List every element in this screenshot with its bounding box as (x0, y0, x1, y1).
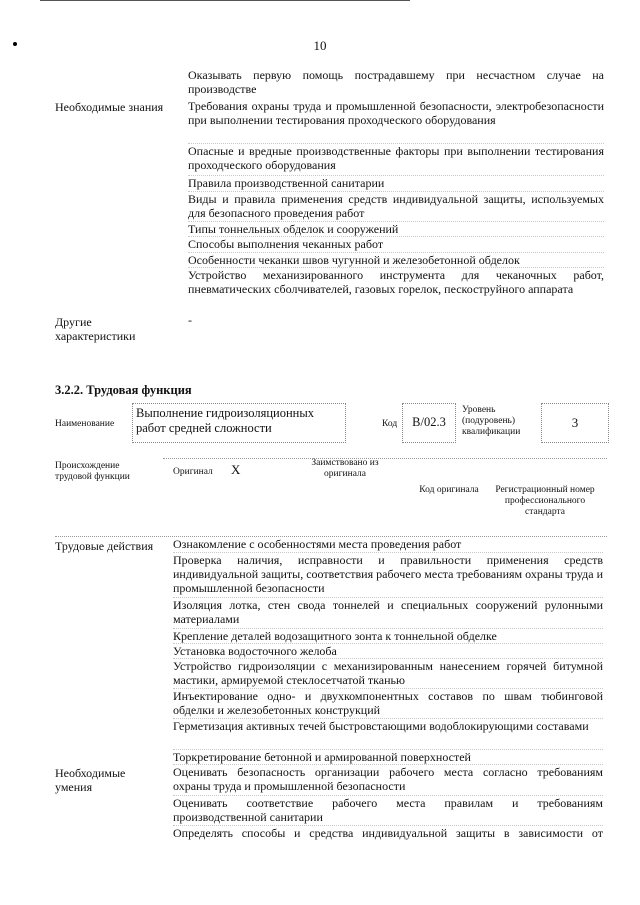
knowledge-item: Устройство механизированного инструмента для чеканочных работ, пневматических сболчивателей, газовых горелок, пескоструйного аппарата (188, 268, 604, 296)
function-name: Выполнение гидроизоляционных работ средней сложности (136, 406, 314, 435)
section-title: 3.2.2. Трудовая функция (55, 383, 192, 397)
borrowed-label: Заимствовано из оригинала (311, 458, 379, 479)
knowledge-item: Особенности чеканки швов чугунной и железобетонной обделок (188, 252, 604, 267)
page-number: 10 (313, 38, 327, 53)
scan-edge-line (40, 0, 410, 2)
code-label: Код (382, 419, 398, 429)
action-item: Изоляция лотка, стен свода тоннелей и специальных сооружений рулонными материалами (173, 598, 603, 626)
original-code-label: Код оригинала (419, 485, 479, 495)
registration-number-label: Регистрационный номер профессионального стандарта (495, 485, 595, 517)
code-value: B/02.3 (412, 415, 446, 429)
knowledge-label: Необходимые знания (55, 100, 164, 114)
skill-item: Определять способы и средства индивидуальной защиты в зависимости от (173, 826, 603, 840)
knowledge-item: Виды и правила применения средств индивидуальной защиты, используемых для безопасного проведения работ (188, 192, 604, 220)
original-label: Оригинал (173, 467, 213, 477)
other-characteristics-label: Другие характеристики (55, 315, 136, 343)
skills-label: Необходимые умения (55, 766, 126, 794)
knowledge-item: Требования охраны труда и промышленной безопасности, электробезопасности при выполнении тестирования проходческого оборудования (188, 99, 604, 127)
action-item: Устройство гидроизоляции с механизированным нанесением горячей битумной мастики, армируемой стеклосетчатой тканью (173, 659, 603, 687)
skill-item: Оценивать соответствие рабочего места правилам и требованиям производственной санитарии (173, 796, 603, 824)
action-item: Ознакомление с особенностями места проведения работ (173, 537, 462, 551)
original-mark: X (231, 462, 241, 477)
action-item: Крепление деталей водозащитного зонта к тоннельной обделке (173, 628, 603, 643)
other-characteristics-value: - (188, 313, 192, 327)
origin-label: Происхождение трудовой функции (55, 461, 130, 482)
origin-divider (163, 458, 607, 460)
skill-item: Оценивать безопасность организации рабочего места согласно требованиям охраны труда и промышленной безопасности (173, 765, 603, 793)
actions-label: Трудовые действия (55, 539, 154, 553)
knowledge-item: Способы выполнения чеканных работ (188, 236, 604, 251)
knowledge-item: Правила производственной санитарии (188, 175, 604, 190)
action-item: Установка водосточного желоба (173, 643, 603, 658)
action-item: Торкретирование бетонной и армированной поверхностей (173, 749, 603, 764)
level-label: Уровень (подуровень) квалификации (462, 405, 521, 437)
first-aid-text: Оказывать первую помощь пострадавшему при несчастном случае на производстве (188, 68, 604, 96)
action-item: Инъектирование одно- и двухкомпонентных составов по швам тюбинговой обделки и железобетонных конструкций (173, 689, 603, 717)
knowledge-item: Опасные и вредные производственные факторы при выполнении тестирования проходческого оборудования (188, 144, 604, 172)
knowledge-item: Типы тоннельных обделок и сооружений (188, 221, 604, 236)
name-label: Наименование (55, 419, 115, 429)
action-item: Герметизация активных течей быстровстающими водоблокирующими составами (173, 718, 603, 733)
action-item: Проверка наличия, исправности и правильности применения средств индивидуальной защиты, соответствия рабочего места требованиям охраны труда и промышленной безопасности (173, 553, 603, 595)
qualification-value: 3 (571, 415, 579, 430)
